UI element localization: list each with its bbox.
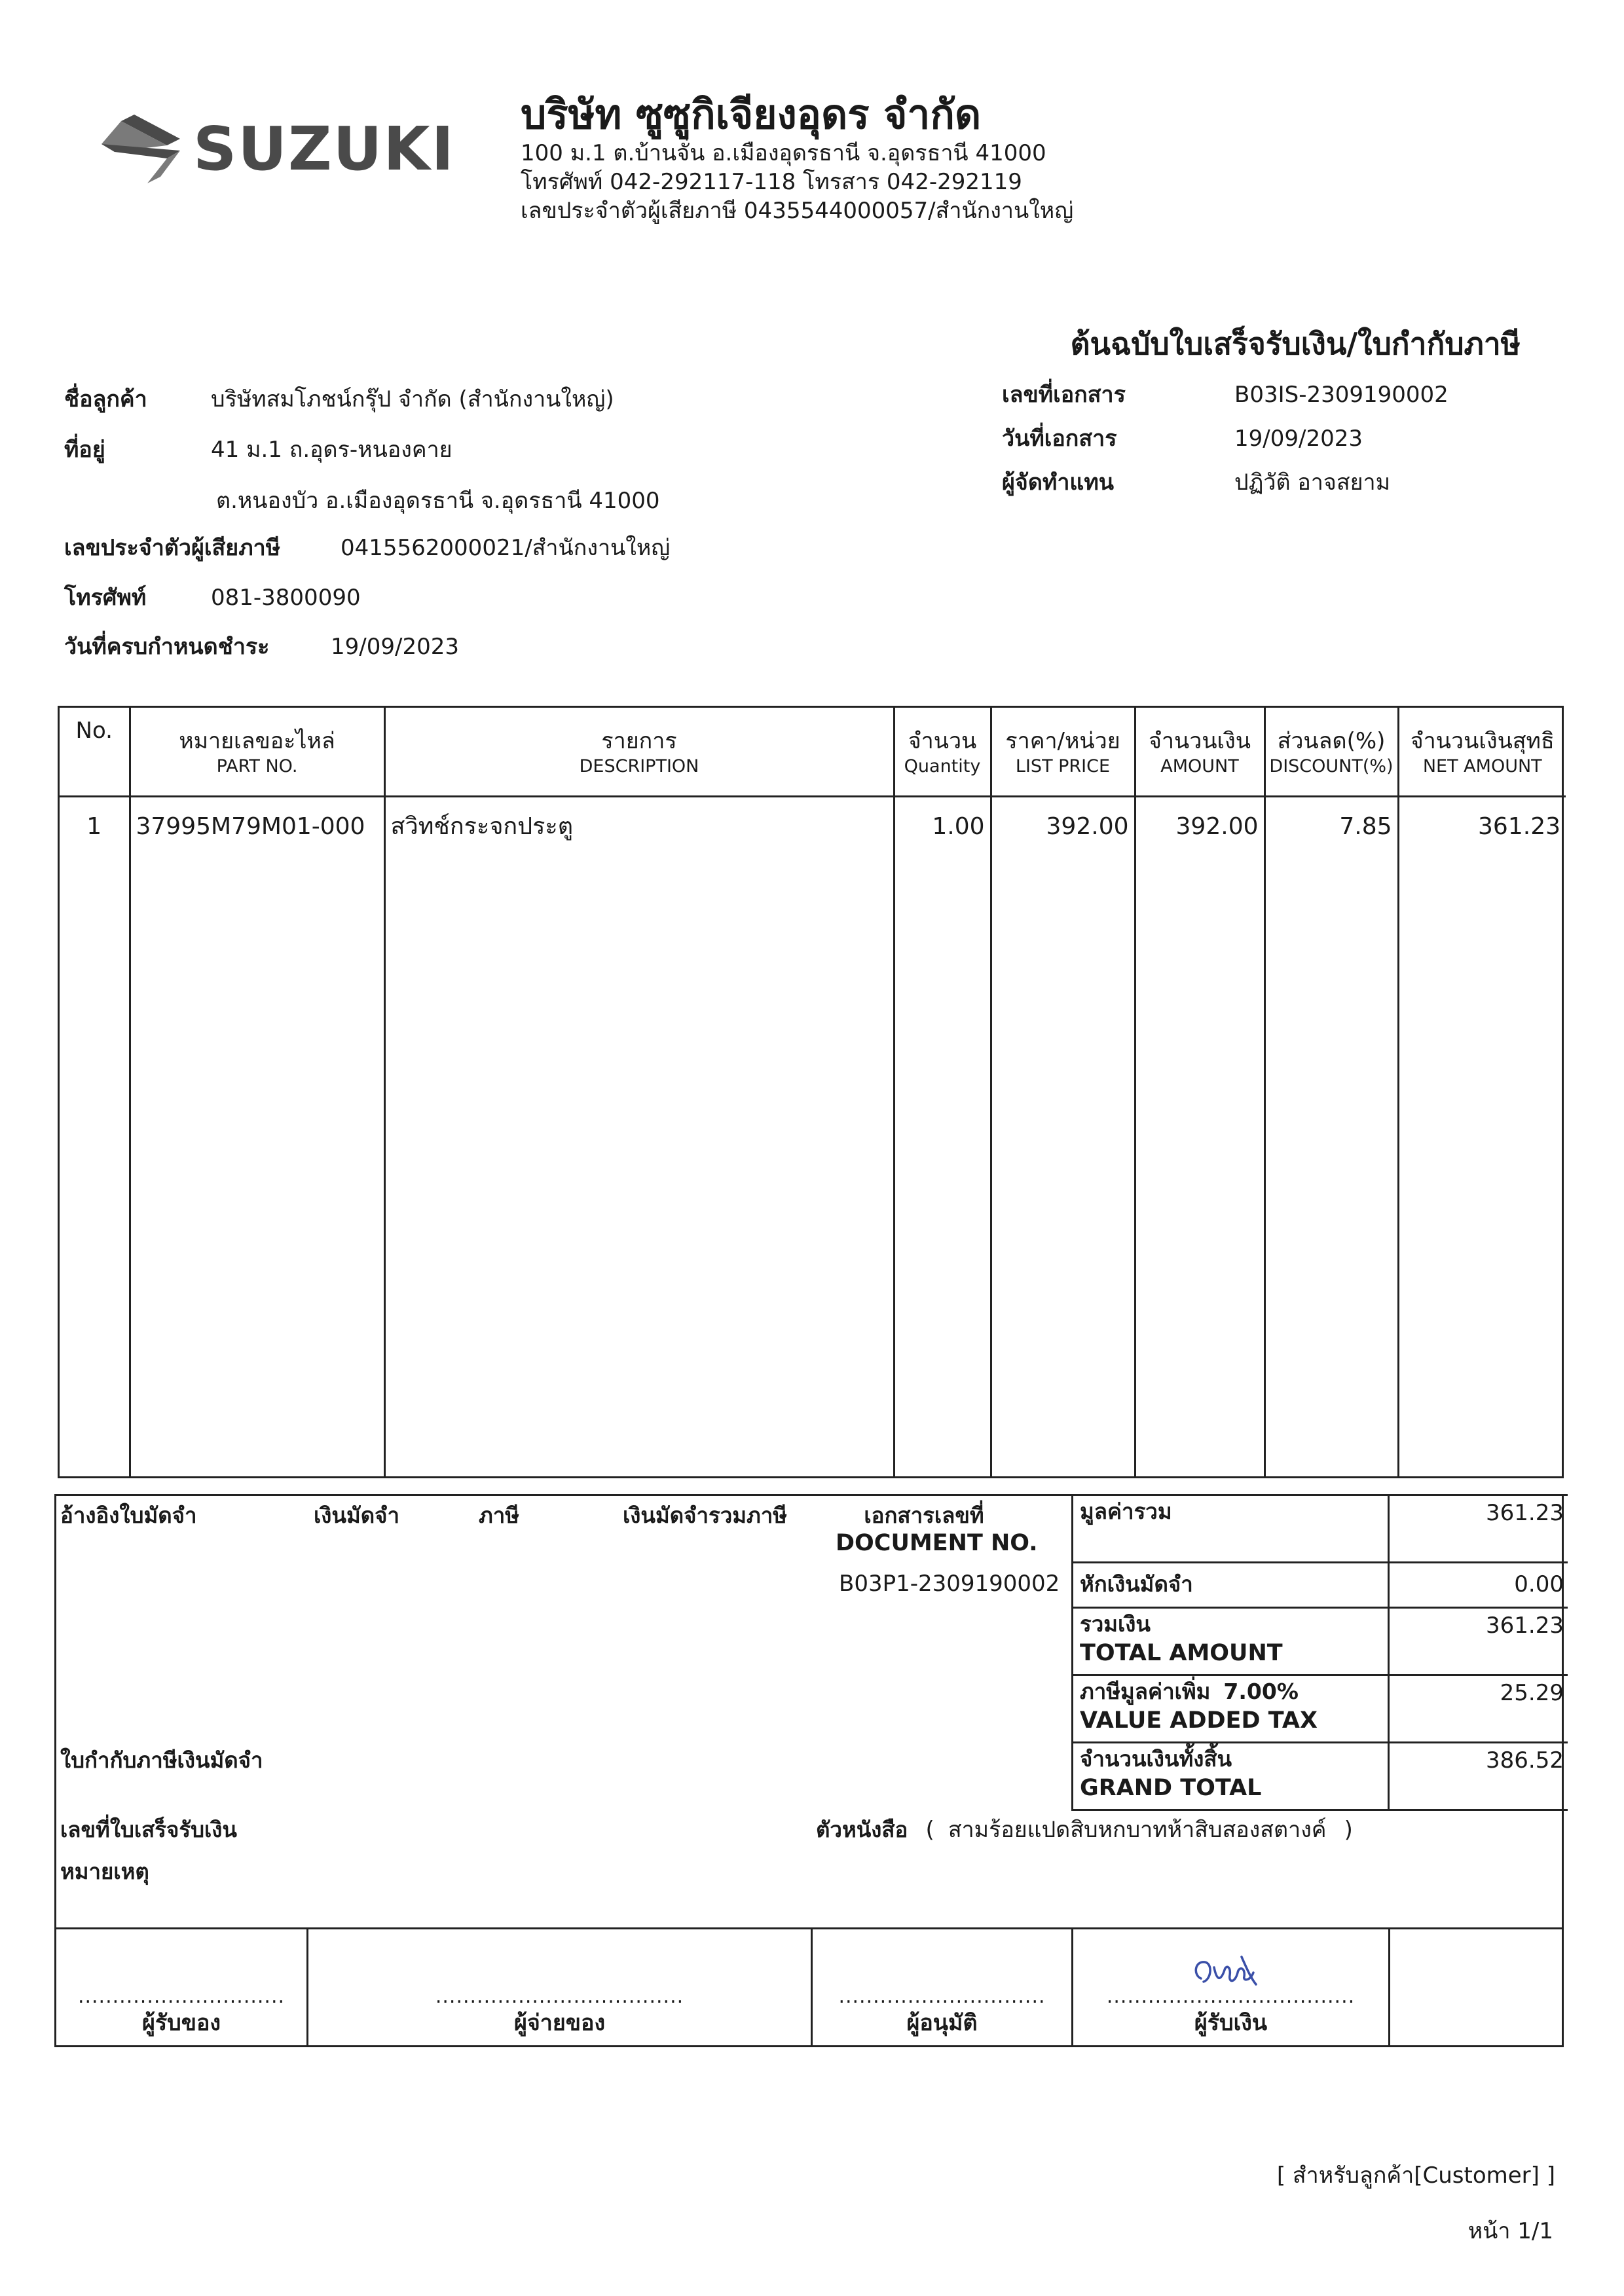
grand-label-en: GRAND TOTAL — [1080, 1775, 1262, 1801]
deposit-deduct-row — [1071, 1561, 1568, 1609]
issuer-goods-label: ผู้จ่ายของ — [513, 2010, 606, 2036]
doc-no-label-th: เอกสารเลขที่ — [864, 1503, 984, 1528]
customer-phone: 081-3800090 — [211, 585, 361, 611]
vat-value: 25.29 — [1500, 1680, 1564, 1706]
header-description: รายการ DESCRIPTION — [384, 708, 894, 796]
words-open-paren: ( — [925, 1817, 934, 1843]
totals-divider — [1388, 1609, 1390, 1674]
vat-label — [1080, 1677, 1318, 1735]
header-amount: จำนวนเงิน AMOUNT — [1135, 708, 1264, 796]
header-part-no: หมายเลขอะไหล่ PART NO. — [130, 708, 384, 796]
totals-divider — [1388, 1743, 1390, 1809]
customer-name-label: ชื่อลูกค้า — [64, 386, 147, 412]
customer-phone-label: โทรศัพท์ — [64, 585, 147, 611]
totals-divider — [1388, 1563, 1390, 1607]
remark-label: หมายเหตุ — [60, 1859, 149, 1884]
receipt-no-label: เลขที่ใบเสร็จรับเงิน — [60, 1817, 237, 1842]
preparer-name: ปฏิวัติ อาจสยาม — [1234, 469, 1390, 496]
company-tax-id: เลขประจำตัวผู้เสียภาษี 0435544000057/สำนักงานใหญ่ — [521, 198, 1074, 224]
row-part-no: 37995M79M01-000 — [130, 796, 384, 1476]
customer-name: บริษัทสมโภชน์กรุ๊ป จำกัด (สำนักงานใหญ่) — [211, 386, 614, 412]
table-row — [60, 796, 1566, 1476]
doc-no-label-en: DOCUMENT NO. — [836, 1530, 1038, 1556]
header-no: No. — [60, 708, 130, 796]
receiver-goods-label: ผู้รับของ — [141, 2010, 221, 2036]
deposit-tax-invoice-label: ใบกำกับภาษีเงินมัดจำ — [60, 1747, 263, 1773]
preparer-label: ผู้จัดทำแทน — [1002, 469, 1114, 496]
words-close-paren: ) — [1344, 1817, 1353, 1843]
company-address: 100 ม.1 ต.บ้านจั่น อ.เมืองอุดรธานี จ.อุดรธานี 41000 — [521, 140, 1046, 166]
row-amount: 392.00 — [1135, 796, 1264, 1476]
document-date: 19/09/2023 — [1234, 426, 1363, 452]
subtotal-row — [1071, 1494, 1568, 1563]
grand-label-th: จำนวนเงินทั้งสิ้น — [1080, 1746, 1232, 1772]
logo-text: SUZUKI — [193, 114, 455, 184]
suzuki-s-icon — [95, 111, 187, 187]
summary-block — [54, 1494, 1564, 1929]
company-phone-fax: โทรศัพท์ 042-292117-118 โทรสาร 042-292119 — [521, 169, 1022, 195]
row-discount: 7.85 — [1264, 796, 1398, 1476]
subtotal-label: มูลค่ารวม — [1080, 1499, 1172, 1524]
signature-line: .............................. — [838, 1985, 1046, 2008]
subtotal-value: 361.23 — [1486, 1500, 1564, 1526]
deposit-incl-tax-label: เงินมัดจำรวมภาษี — [623, 1503, 788, 1528]
grand-total-row — [1071, 1741, 1568, 1811]
sign-issuer-goods — [306, 1929, 811, 2045]
deposit-tax-label: ภาษี — [479, 1503, 520, 1528]
signature-row — [54, 1927, 1564, 2047]
row-description: สวิทช์กระจกประตู — [384, 796, 894, 1476]
words-value: สามร้อยแปดสิบหกบาทห้าสิบสองสตางค์ — [948, 1817, 1327, 1843]
vat-row — [1071, 1674, 1568, 1743]
grand-total-value: 386.52 — [1486, 1747, 1564, 1774]
document-number: B03IS-2309190002 — [1234, 382, 1449, 408]
words-label: ตัวหนังสือ — [816, 1817, 908, 1842]
approver-label: ผู้อนุมัติ — [906, 2010, 978, 2036]
signature-line: .................................... — [435, 1985, 684, 2008]
totals-divider — [1388, 1496, 1390, 1561]
customer-address-label: ที่อยู่ — [64, 437, 105, 463]
signature-line: .............................. — [77, 1985, 286, 2008]
header-net-amount: จำนวนเงินสุทธิ NET AMOUNT — [1398, 708, 1566, 796]
customer-address-line1: 41 ม.1 ถ.อุดร-หนองคาย — [211, 437, 452, 463]
sign-approver — [811, 1929, 1071, 2045]
header-list-price: ราคา/หน่วย LIST PRICE — [991, 708, 1135, 796]
deposit-deduct-value: 0.00 — [1514, 1571, 1564, 1597]
vat-label-en: VALUE ADDED TAX — [1080, 1707, 1318, 1734]
vat-label-th: ภาษีมูลค่าเพิ่ม — [1080, 1679, 1211, 1704]
company-logo — [95, 111, 475, 187]
document-title: ต้นฉบับใบเสร็จรับเงิน/ใบกำกับภาษี — [1070, 326, 1521, 361]
due-date-label: วันที่ครบกำหนดชำระ — [64, 634, 270, 660]
deposit-ref-label: อ้างอิงใบมัดจำ — [60, 1503, 197, 1528]
items-table — [58, 706, 1564, 1478]
sign-receiver-goods — [56, 1929, 306, 2045]
row-list-price: 392.00 — [991, 796, 1135, 1476]
deposit-doc-no: B03P1-2309190002 — [839, 1571, 1060, 1597]
page-number: หน้า 1/1 — [1467, 2218, 1553, 2244]
customer-address-line2: ต.หนองบัว อ.เมืองอุดรธานี จ.อุดรธานี 41000 — [216, 488, 660, 514]
customer-tax-label: เลขประจำตัวผู้เสียภาษี — [64, 535, 281, 561]
header-quantity: จำนวน Quantity — [894, 708, 991, 796]
totals-box — [1071, 1494, 1568, 1831]
copy-for-customer: [ สำหรับลูกค้า[Customer] ] — [1276, 2162, 1555, 2189]
due-date: 19/09/2023 — [331, 634, 459, 660]
total-label-en: TOTAL AMOUNT — [1080, 1640, 1283, 1666]
deposit-label: เงินมัดจำ — [314, 1503, 400, 1528]
totals-divider — [1388, 1676, 1390, 1741]
deposit-deduct-label: หักเงินมัดจำ — [1080, 1571, 1193, 1597]
row-net-amount: 361.23 — [1398, 796, 1566, 1476]
sign-cashier — [1071, 1929, 1388, 2045]
table-header-row — [60, 708, 1566, 796]
signature-line: .................................... — [1106, 1985, 1356, 2008]
total-amount-label — [1080, 1610, 1283, 1667]
grand-total-label — [1080, 1745, 1261, 1802]
document-date-label: วันที่เอกสาร — [1002, 426, 1117, 452]
customer-tax-id: 0415562000021/สำนักงานใหญ่ — [341, 535, 671, 561]
sign-blank-cell — [1388, 1929, 1562, 2045]
row-quantity: 1.00 — [894, 796, 991, 1476]
company-name: บริษัท ซูซูกิเจียงอุดร จำกัด — [521, 90, 982, 138]
total-amount-row — [1071, 1607, 1568, 1676]
total-amount-value: 361.23 — [1486, 1613, 1564, 1639]
row-no: 1 — [86, 812, 102, 840]
vat-rate: 7.00% — [1223, 1679, 1299, 1704]
document-number-label: เลขที่เอกสาร — [1002, 382, 1126, 408]
total-label-th: รวมเงิน — [1080, 1611, 1151, 1637]
header-discount: ส่วนลด(%) DISCOUNT(%) — [1264, 708, 1398, 796]
cashier-label: ผู้รับเงิน — [1194, 2010, 1268, 2036]
